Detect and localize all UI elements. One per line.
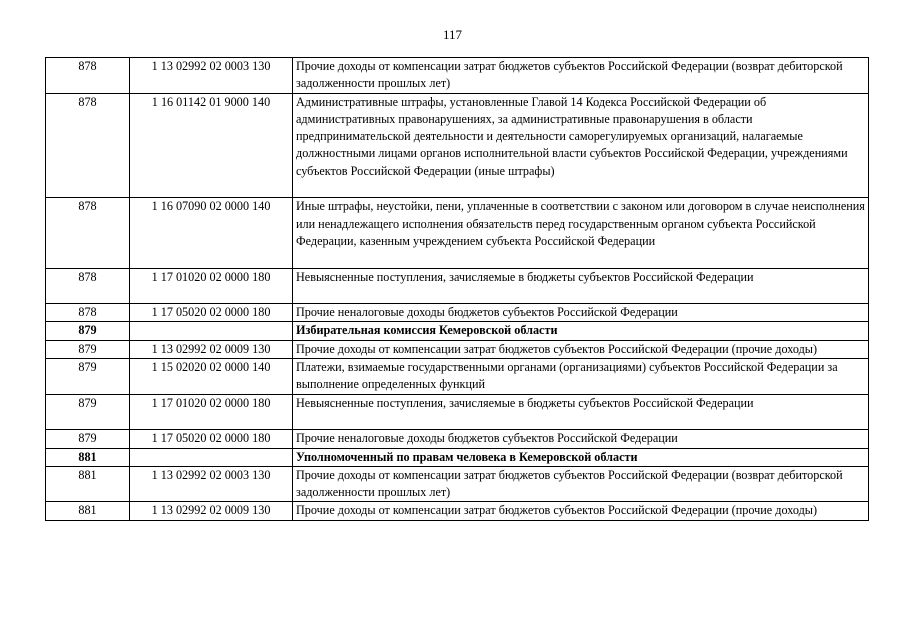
- admin-code-cell: 878: [46, 198, 130, 268]
- income-name-cell: [293, 466, 869, 502]
- table-row: [46, 268, 869, 304]
- budget-code-cell: 1 17 05020 02 0000 180: [130, 304, 293, 322]
- admin-code-cell: 879: [46, 394, 130, 430]
- budget-code-cell: 1 13 02992 02 0009 130: [130, 502, 293, 520]
- admin-code-cell: 881: [46, 502, 130, 520]
- income-name-text: Невыясненные поступления, зачисляемые в бюджеты субъектов Российской Федерации: [296, 395, 754, 410]
- admin-code-cell: 879: [46, 340, 130, 358]
- income-name-text: Административные штрафы, установленные Главой 14 Кодекса Российской Федерации об административных правонарушениях, за административные правонарушения в области предпринимательской деятельности и деятельности саморегулируемых организаций, налагаемые должностными лицами органов исполнительной власти субъектов Российской Федерации, учреждениями субъектов Российской Федерации (иные штрафы): [296, 94, 848, 178]
- table-row: [46, 359, 869, 395]
- admin-code-cell: 881: [46, 448, 130, 466]
- page-number: 117: [442, 27, 463, 42]
- table-row: [46, 394, 869, 430]
- table-body: [46, 58, 869, 521]
- table-row: [46, 93, 869, 198]
- budget-code-cell: 1 13 02992 02 0009 130: [130, 340, 293, 358]
- income-name-text: Иные штрафы, неустойки, пени, уплаченные в соответствии с законом или договором в случае неисполнения или ненадлежащего исполнения обязательств перед государственным органом субъекта Российской Федерации, казенным учреждением субъекта Российской Федерации: [296, 199, 865, 248]
- income-name-text: Прочие доходы от компенсации затрат бюджетов субъектов Российской Федерации (возврат дебиторской задолженности прошлых лет): [296, 59, 843, 91]
- budget-code-cell: [130, 448, 293, 466]
- budget-code-cell: 1 16 07090 02 0000 140: [130, 198, 293, 268]
- income-name-cell: [293, 304, 869, 322]
- budget-code-cell: 1 13 02992 02 0003 130: [130, 58, 293, 94]
- income-name-text: Прочие доходы от компенсации затрат бюджетов субъектов Российской Федерации (возврат дебиторской задолженности прошлых лет): [296, 467, 843, 500]
- income-name-cell: [293, 359, 869, 395]
- table-row: [46, 58, 869, 94]
- income-name-cell: [293, 322, 869, 340]
- table-row: [46, 502, 869, 520]
- budget-codes-table: [45, 57, 869, 521]
- admin-code-cell: 879: [46, 322, 130, 340]
- income-name-cell: [293, 268, 869, 304]
- income-name-text: Прочие доходы от компенсации затрат бюджетов субъектов Российской Федерации (прочие доходы): [296, 503, 818, 518]
- table-row: [46, 198, 869, 268]
- admin-code-cell: 881: [46, 466, 130, 502]
- budget-code-cell: 1 17 05020 02 0000 180: [130, 430, 293, 448]
- income-name-text: Прочие доходы от компенсации затрат бюджетов субъектов Российской Федерации (прочие доходы): [296, 341, 818, 356]
- admin-code-cell: 879: [46, 359, 130, 395]
- table-row: [46, 466, 869, 502]
- table-row: [46, 430, 869, 448]
- income-name-cell: [293, 448, 869, 466]
- budget-code-cell: 1 16 01142 01 9000 140: [130, 93, 293, 198]
- income-name-cell: [293, 394, 869, 430]
- income-name-text: Прочие неналоговые доходы бюджетов субъектов Российской Федерации: [296, 431, 678, 446]
- admin-code-cell: 878: [46, 268, 130, 304]
- income-name-text: Избирательная комиссия Кемеровской области: [296, 323, 558, 338]
- section-header-row: [46, 448, 869, 466]
- income-name-text: Уполномоченный по правам человека в Кемеровской области: [296, 449, 638, 464]
- budget-code-cell: 1 13 02992 02 0003 130: [130, 466, 293, 502]
- budget-code-cell: [130, 322, 293, 340]
- budget-code-cell: 1 17 01020 02 0000 180: [130, 268, 293, 304]
- income-name-cell: [293, 340, 869, 358]
- income-name-text: Платежи, взимаемые государственными органами (организациями) субъектов Российской Федерации за выполнение определенных функций: [296, 360, 838, 392]
- income-name-cell: [293, 198, 869, 268]
- admin-code-cell: 878: [46, 304, 130, 322]
- budget-code-cell: 1 15 02020 02 0000 140: [130, 359, 293, 395]
- admin-code-cell: 878: [46, 93, 130, 198]
- income-name-cell: [293, 430, 869, 448]
- income-name-cell: [293, 93, 869, 198]
- admin-code-cell: 878: [46, 58, 130, 94]
- section-header-row: [46, 322, 869, 340]
- table-row: [46, 340, 869, 358]
- budget-code-cell: 1 17 01020 02 0000 180: [130, 394, 293, 430]
- income-name-cell: [293, 58, 869, 94]
- income-name-cell: [293, 502, 869, 520]
- table-row: [46, 304, 869, 322]
- income-name-text: Невыясненные поступления, зачисляемые в бюджеты субъектов Российской Федерации: [296, 269, 754, 284]
- income-name-text: Прочие неналоговые доходы бюджетов субъектов Российской Федерации: [296, 305, 678, 320]
- admin-code-cell: 879: [46, 430, 130, 448]
